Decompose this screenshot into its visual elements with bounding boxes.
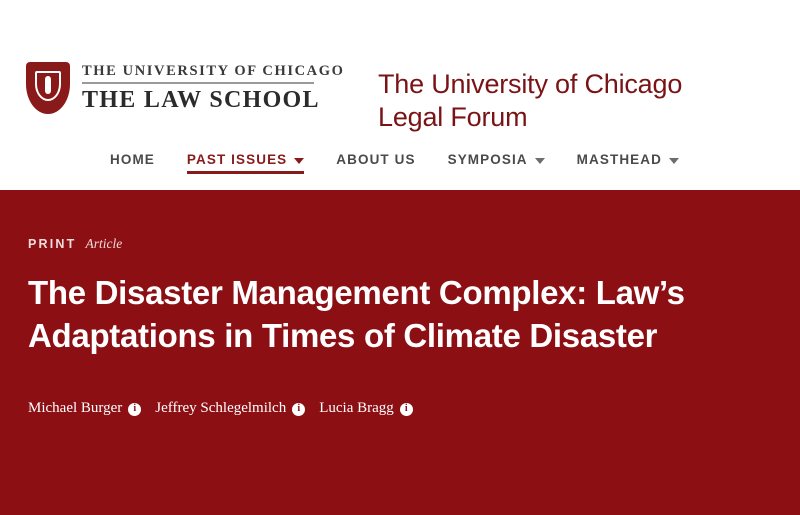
info-icon[interactable]: i: [400, 403, 413, 416]
wordmark-school: THE LAW SCHOOL: [82, 87, 320, 114]
chevron-down-icon: [535, 158, 545, 164]
author-name: Lucia Bragg: [319, 399, 394, 416]
page-title: The Disaster Management Complex: Law’s Adaptations in Times of Climate Disaster: [28, 274, 685, 354]
nav-item-home[interactable]: [110, 152, 155, 180]
nav-item-symposia[interactable]: [448, 152, 545, 180]
author-item: [155, 400, 305, 417]
author-name: Jeffrey Schlegelmilch: [155, 399, 287, 416]
nav-item-label: SYMPOSIA: [447, 152, 528, 167]
author-item: [319, 400, 413, 417]
chevron-down-icon: [669, 158, 679, 164]
wordmark-divider: [82, 82, 314, 84]
author-item: [28, 400, 141, 417]
university-crest-icon: [26, 62, 70, 114]
article-eyebrow: [28, 236, 772, 252]
nav-item-label: ABOUT US: [336, 152, 416, 167]
site-title-line1: The University of Chicago: [378, 69, 683, 99]
info-icon[interactable]: i: [292, 403, 305, 416]
site-title-line2: Legal Forum: [378, 102, 528, 133]
site-header: [0, 0, 800, 190]
wordmark: [82, 64, 345, 113]
author-list: [28, 400, 772, 417]
wordmark-university: THE UNIVERSITY OF CHICAGO: [82, 62, 345, 79]
nav-item-label: PAST ISSUES: [186, 152, 288, 167]
nav-item-past-issues[interactable]: [187, 152, 304, 180]
nav-item-about-us[interactable]: [336, 152, 415, 180]
chevron-down-icon: [294, 158, 304, 164]
nav-item-label: MASTHEAD: [576, 152, 662, 167]
site-title: [378, 68, 778, 135]
article-format-badge: PRINT: [28, 237, 77, 251]
author-name: Michael Burger: [28, 399, 123, 416]
main-navigation: [0, 152, 800, 180]
article-type-label: Article: [85, 236, 123, 251]
nav-item-label: HOME: [110, 152, 155, 167]
article-hero: [0, 190, 800, 515]
nav-item-masthead[interactable]: [577, 152, 679, 180]
info-icon[interactable]: i: [128, 403, 141, 416]
